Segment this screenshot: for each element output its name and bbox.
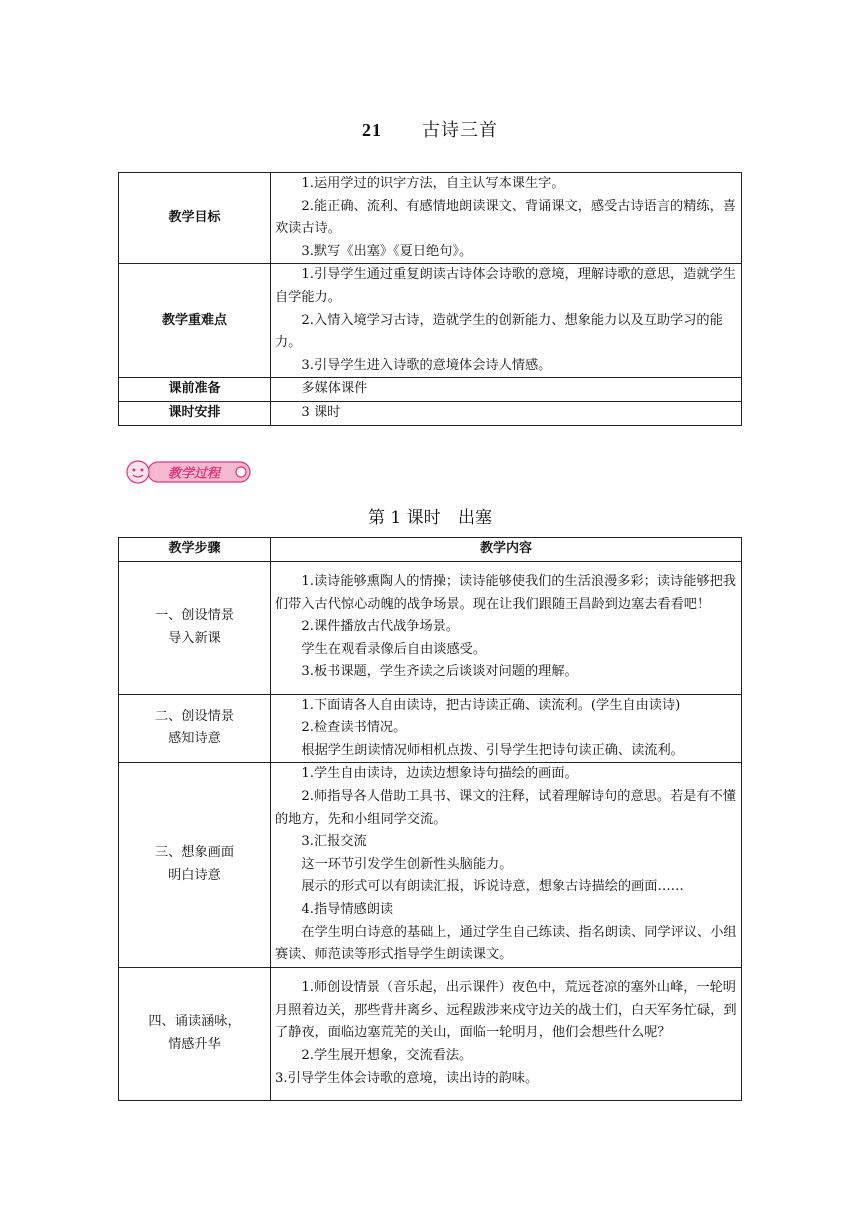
step-label <box>119 561 271 694</box>
row-content <box>271 264 742 378</box>
step-label <box>119 694 271 763</box>
step-content <box>271 967 742 1100</box>
table-row <box>119 561 742 694</box>
text-line: 3.引导学生进入诗歌的意境体会诗人情感。 <box>301 357 552 373</box>
text-line: 3.汇报交流 <box>301 834 367 850</box>
column-header-content: 教学内容 <box>271 538 742 562</box>
step-label-line: 三、想象画面 <box>154 845 235 861</box>
section-banner <box>124 456 254 488</box>
table-row <box>119 378 742 402</box>
table-row <box>119 967 742 1100</box>
page-title <box>0 116 860 142</box>
text-line: 2.课件播放古代战争场景。 <box>301 619 460 635</box>
step-label-line: 一、创设情景 <box>154 608 235 623</box>
row-content <box>271 401 742 425</box>
step-content <box>271 763 742 967</box>
text-line: 3.板书课题，学生齐读之后谈谈对问题的理解。 <box>301 664 578 680</box>
text-line: 1.下面请各人自由读诗，把古诗读正确、读流利。(学生自由读诗) <box>301 697 681 713</box>
text-line: 1.引导学生通过重复朗读古诗体会诗歌的意境，理解诗歌的意思，造就学生自学能力。 <box>275 267 736 305</box>
row-label: 课时安排 <box>119 401 271 425</box>
step-label <box>119 763 271 967</box>
table-row <box>119 173 742 264</box>
row-content <box>271 378 742 402</box>
step-content <box>271 561 742 694</box>
step-label-line: 二、创设情景 <box>154 708 235 724</box>
text-line: 3.默写《出塞》《夏日绝句》。 <box>301 243 473 259</box>
banner-flower-icon <box>236 467 246 477</box>
text-line: 2.能正确、流利、有感情地朗读课文、背诵课文，感受古诗语言的精练，喜欢读古诗。 <box>275 198 736 237</box>
table-row <box>119 264 742 378</box>
text-line: 展示的形式可以有朗读汇报，诉说诗意，想象古诗描绘的画面…… <box>301 879 684 895</box>
row-label: 教学重难点 <box>119 264 271 378</box>
lesson-poem: 出塞 <box>458 508 493 528</box>
text-line: 学生在观看录像后自由谈感受。 <box>301 641 487 657</box>
step-label-line: 感知诗意 <box>168 731 221 747</box>
text-line: 2.学生展开想象，交流看法。 <box>301 1048 473 1064</box>
column-header-step: 教学步骤 <box>119 538 271 562</box>
process-table <box>118 537 742 1101</box>
text-line: 2.入情入境学习古诗，造就学生的创新能力、想象能力以及互助学习的能力。 <box>275 312 723 351</box>
lesson-number: 21 <box>362 120 382 140</box>
step-label <box>119 967 271 1100</box>
step-label-line: 四、诵读涵咏， <box>148 1014 241 1030</box>
step-label-line: 情感升华 <box>168 1036 221 1052</box>
lesson-period: 第 1 课时 <box>367 508 441 528</box>
text-line: 3.引导学生体会诗歌的意境，读出诗的韵味。 <box>275 1070 539 1086</box>
lesson-name: 古诗三首 <box>422 120 498 141</box>
text-line: 2.师指导各人借助工具书、课文的注释，试着理解诗句的意思。若是有不懂的地方，先和小组同学交流。 <box>275 788 736 827</box>
row-content <box>271 173 742 264</box>
table-row <box>119 401 742 425</box>
text-line: 多媒体课件 <box>301 381 368 397</box>
step-content <box>271 694 742 763</box>
text-line: 1.运用学过的识字方法，自主认写本课生字。 <box>301 176 565 191</box>
lesson-title <box>0 503 860 528</box>
text-line: 1.师创设情景（音乐起，出示课件）夜色中，荒远苍凉的塞外山峰，一轮明月照着边关，那些背井离乡、远程跋涉来戍守边关的战士们，白天军务忙碌，到了静夜，面临边塞荒芜的关山，面临一轮明月，他们会想些什么呢？ <box>275 980 737 1041</box>
text-line: 根据学生朗读情况师相机点拨、引导学生把诗句读正确、读流利。 <box>301 742 684 758</box>
table-row <box>119 763 742 967</box>
banner-text: 教学过程 <box>167 466 221 482</box>
table-header-row <box>119 538 742 562</box>
step-label-line: 导入新课 <box>168 630 221 646</box>
step-label-line: 明白诗意 <box>168 868 221 884</box>
text-line: 在学生明白诗意的基础上，通过学生自己练读、指名朗读、同学评议、小组赛读、师范读等形式指导学生朗读课文。 <box>275 924 737 963</box>
text-line: 这一环节引发学生创新性头脑能力。 <box>301 856 513 872</box>
row-label: 教学目标 <box>119 173 271 264</box>
table-row <box>119 694 742 763</box>
text-line: 3 课时 <box>301 404 341 420</box>
text-line: 1.读诗能够熏陶人的情操；读诗能够使我们的生活浪漫多彩；读诗能够把我们带入古代惊心动魄的战争场景。现在让我们跟随王昌龄到边塞去看看吧！ <box>275 574 736 612</box>
text-line: 4.指导情感朗读 <box>301 901 394 917</box>
banner-eye-icon <box>133 469 136 472</box>
info-table <box>118 172 742 426</box>
text-line: 1.学生自由读诗，边读边想象诗句描绘的画面。 <box>301 766 578 782</box>
banner-eye-icon <box>141 469 144 472</box>
banner-face-icon <box>127 461 149 483</box>
row-label: 课前准备 <box>119 378 271 402</box>
text-line: 2.检查读书情况。 <box>301 720 407 736</box>
